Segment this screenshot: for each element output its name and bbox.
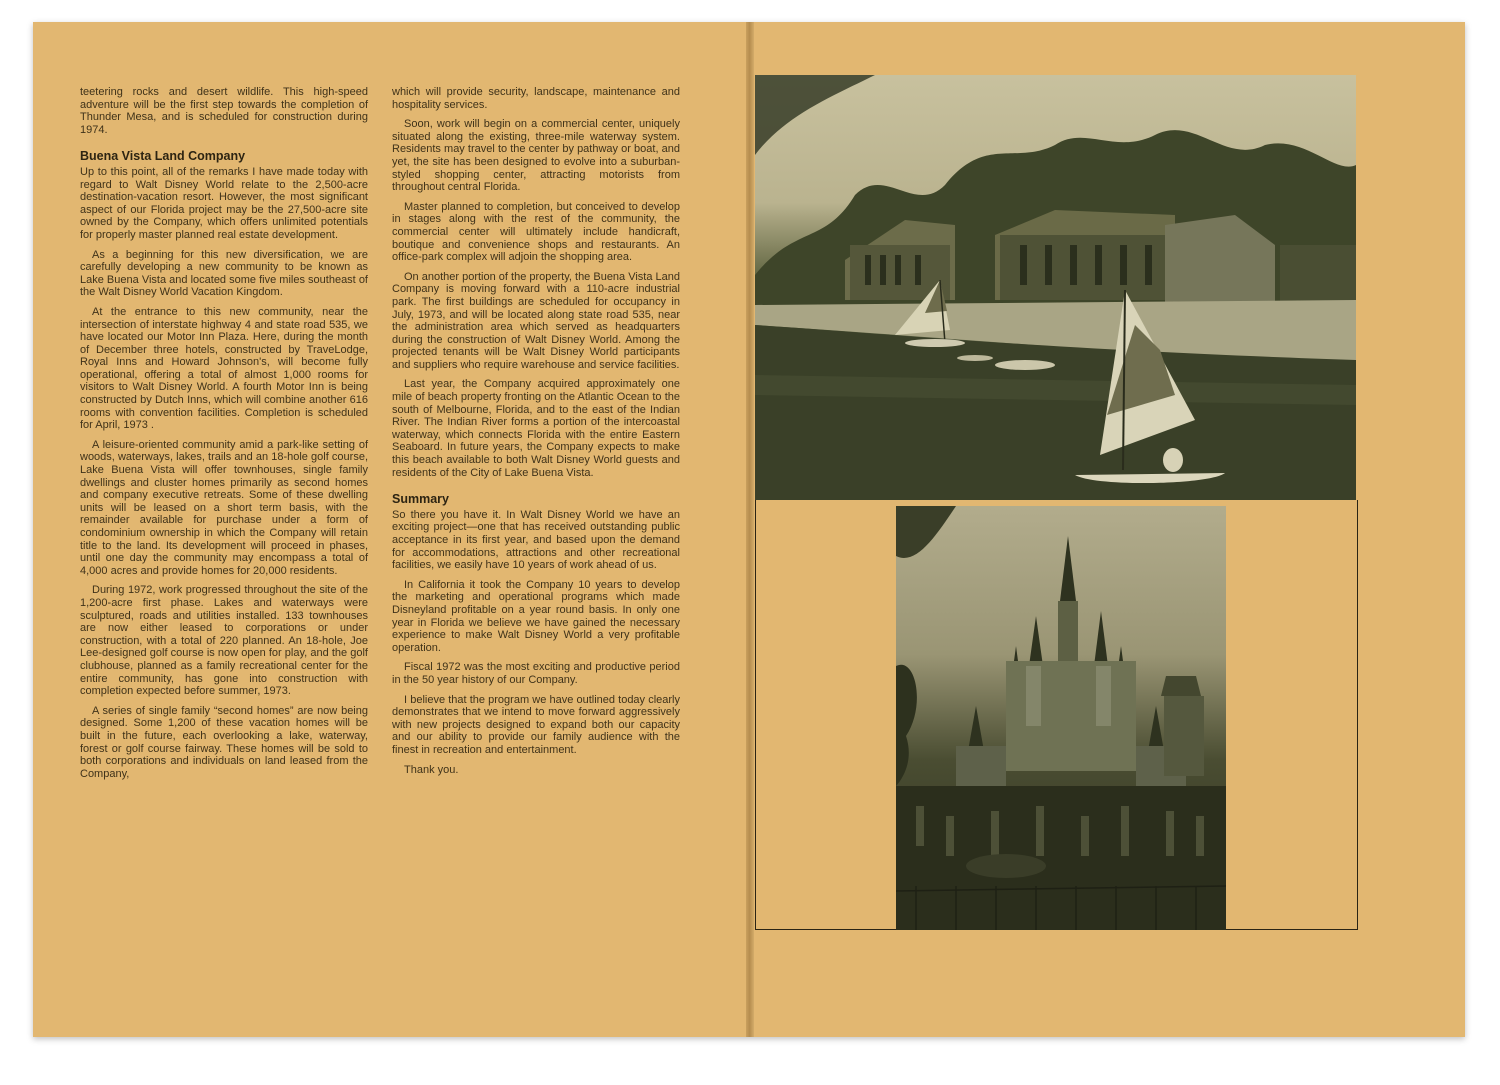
paragraph: Master planned to completion, but conceived to develop in stages along with the rest of the community, the commercial center will ultimately include handicraft, boutique and convenience shops and restaurants. An office-park complex will adjoin the shopping area.	[392, 200, 680, 264]
column2-intro: which will provide security, landscape, maintenance and hospitality services.	[392, 86, 680, 111]
column1-intro: teetering rocks and desert wildlife. This high-speed adventure will be the first step towards the completion of Thunder Mesa, and is scheduled for construction during 1974.	[80, 86, 368, 136]
left-column-2	[392, 86, 680, 783]
paragraph: I believe that the program we have outlined today clearly demonstrates that we intend to move forward aggressively with new projects designed to expand both our capacity and our ability to provide our family audience with the finest in recreation and entertainment.	[392, 693, 680, 756]
castle-photo	[896, 506, 1226, 930]
page-gutter	[746, 22, 754, 1037]
paragraph: So there you have it. In Walt Disney World we have an exciting project—one that has received outstanding public acceptance in its first year, and based upon the demand for accommodations, attractions and other recreational facilities, we easily have 10 years of work ahead of us.	[392, 508, 680, 572]
paragraph: At the entrance to this new community, near the intersection of interstate highway 4 and state road 535, we have located our Motor Inn Plaza. Here, during the month of December three hotels, constructed by TraveLodge, Royal Inns and Howard Johnson's, will become fully operational, offering a total of almost 1,000 rooms for visitors to Walt Disney World. A fourth Motor Inn is being constructed by Dutch Inns, which will combine another 616 rooms with convention facilities. Completion is scheduled for April, 1973 .	[80, 305, 368, 432]
paragraph: Soon, work will begin on a commercial center, uniquely situated along the existing, three-mile waterway system. Residents may travel to the center by pathway or boat, and yet, the site has been designed to evolve into a suburban-styled shopping center, attracting motorists from throughout central Florida.	[392, 118, 680, 194]
paragraph: A series of single family “second homes” are now being designed. Some 1,200 of these vacation homes will be built in the future, each overlooking a lake, waterway, forest or golf course fairway. These homes will be sold to both corporations and individuals on land leased from the Company,	[80, 704, 368, 780]
paragraph: As a beginning for this new diversification, we are carefully developing a new community to be known as Lake Buena Vista and located some five miles southeast of the Walt Disney World Vacation Kingdom.	[80, 248, 368, 299]
section-heading-buena-vista: Buena Vista Land Company	[80, 149, 246, 164]
paragraph: Up to this point, all of the remarks I have made today with regard to Walt Disney World relate to the 2,500-acre destination-vacation resort. However, the most significant aspect of our Florida project may be the 27,500-acre site owned by the Company, which offers unlimited potentials for properly master planned real estate development.	[80, 165, 368, 241]
paragraph: Last year, the Company acquired approximately one mile of beach property fronting on the Atlantic Ocean to the south of Melbourne, Florida, and to the east of the Indian River. The Indian River forms a portion of the intercoastal waterway, which connects Florida with the entire Eastern Seaboard. In future years, the Company expects to make this beach available to both Walt Disney World guests and residents of the City of Lake Buena Vista.	[392, 378, 680, 479]
sailboat-lake-townhouses-photo	[755, 75, 1356, 500]
paragraph: Fiscal 1972 was the most exciting and productive period in the 50 year history of our Company.	[392, 661, 680, 686]
paragraph: On another portion of the property, the Buena Vista Land Company is moving forward with a 110-acre industrial park. The first buildings are scheduled for occupancy in July, 1973, and will be located along state road 535, near the administration area which served as headquarters during the construction of Walt Disney World. Among the projected tenants will be Walt Disney World participants and suppliers who require warehouse and service facilities.	[392, 270, 681, 371]
section-heading-summary: Summary	[392, 492, 449, 507]
left-column-1	[80, 86, 368, 787]
paragraph: A leisure-oriented community amid a park-like setting of woods, waterways, lakes, trails and an 18-hole golf course, Lake Buena Vista will offer townhouses, single family dwellings and cluster homes primarily as second homes and company executive retreats. Some of these dwelling units will be leased on a short term basis, with the remainder available for purchase under a form of condominium ownership in which the Company will retain title to the land. Its development will proceed in phases, until one day the community may encompass a total of 4,000 acres and provide homes for 20,000 residents.	[80, 438, 368, 577]
paragraph: In California it took the Company 10 years to develop the marketing and operational programs which made Disneyland profitable on a year round basis. In only one year in Florida we believe we have gained the necessary experience to make Walt Disney World a very profitable operation.	[392, 578, 680, 654]
paragraph: Thank you.	[404, 763, 459, 776]
paragraph: During 1972, work progressed throughout the site of the 1,200-acre first phase. Lakes and waterways were sculptured, roads and utilities installed. 133 townhouses are now either leased to corporations or under construction, with a total of 220 planned. An 18-hole, Joe Lee-designed golf course is now open for play, and the golf clubhouse, planned as a family recreational center for the entire community, has gone into construction with completion expected before summer, 1973.	[80, 584, 368, 698]
